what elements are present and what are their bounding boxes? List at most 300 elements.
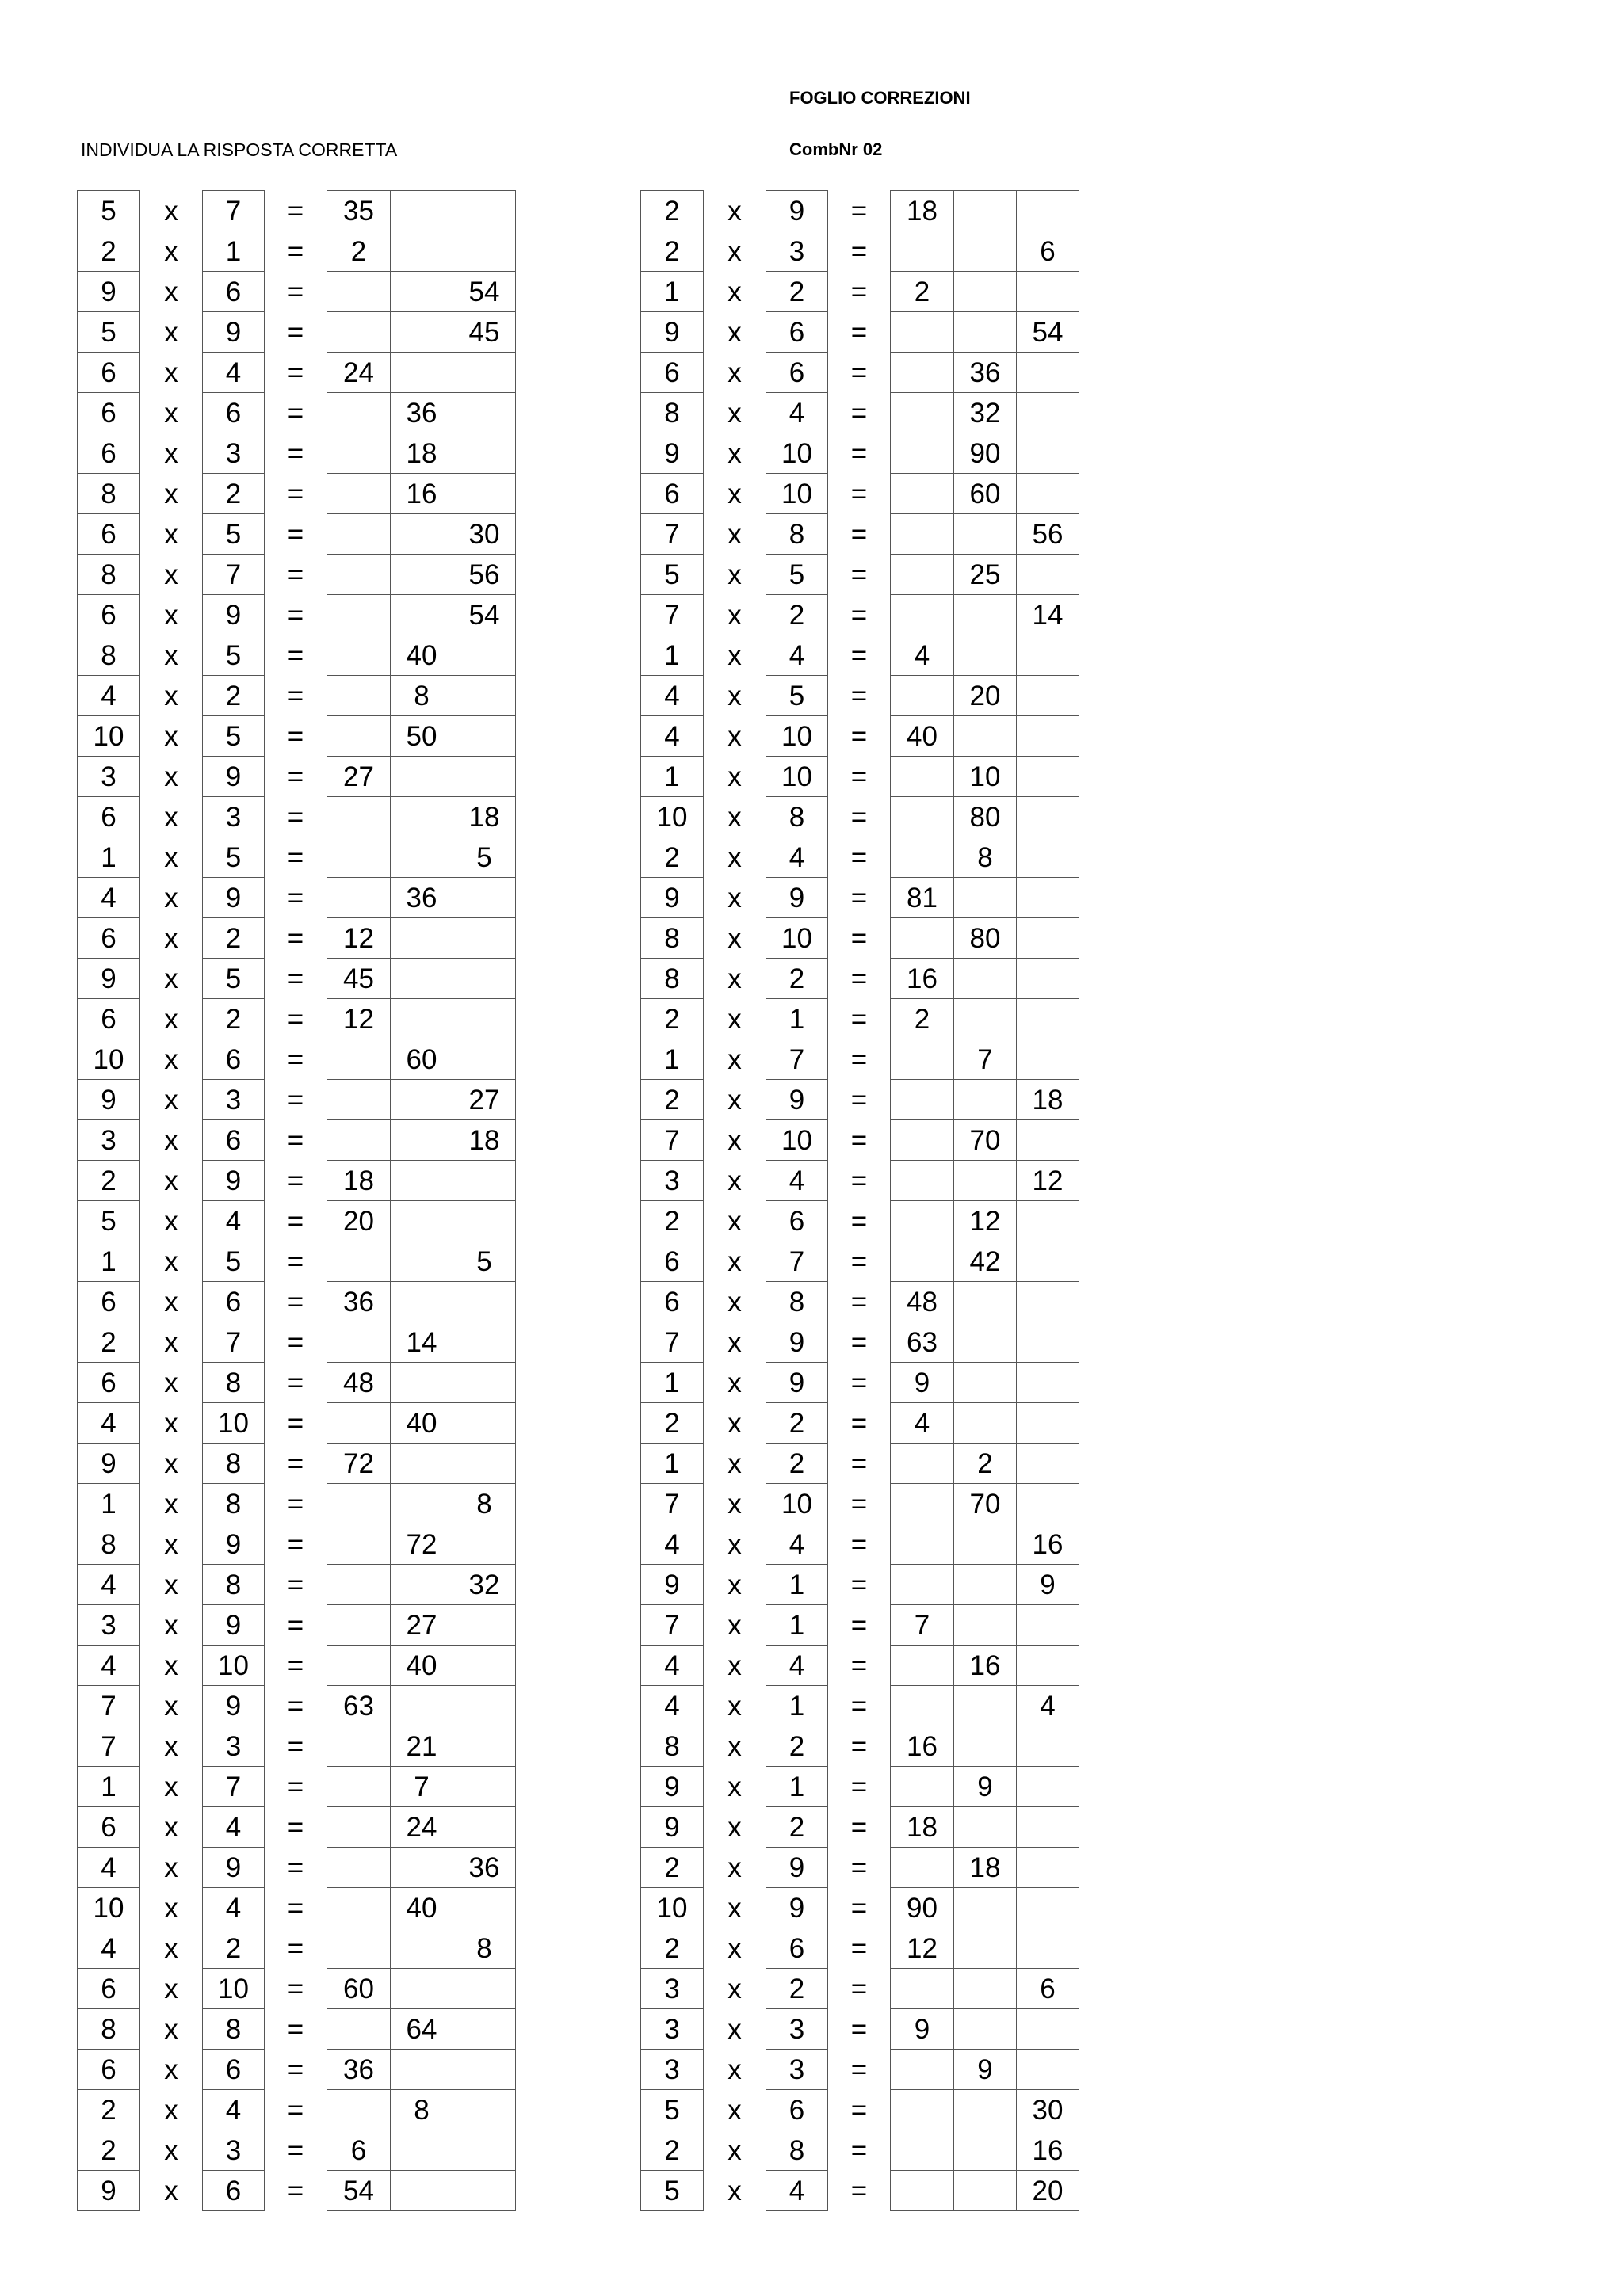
equals-sign: = [287, 963, 304, 994]
answer-cell-2 [954, 2090, 1017, 2130]
exercise-row [641, 1039, 1079, 1080]
answer-cell-2: 12 [954, 1201, 1017, 1241]
times-sign: x [727, 235, 742, 267]
factor-b-cell: 9 [766, 1080, 828, 1120]
answer-cell-2: 25 [954, 555, 1017, 595]
answer-cell-2 [391, 918, 453, 959]
equals-sign: = [287, 841, 304, 873]
answer-cell-3 [453, 474, 516, 514]
times-sign: x [164, 639, 178, 671]
factor-a-cell: 6 [78, 2050, 140, 2090]
exercise-row [641, 1444, 1079, 1484]
factor-a-cell: 5 [78, 191, 140, 231]
factor-b-cell: 6 [766, 353, 828, 393]
times-sign: x [164, 1286, 178, 1318]
equals-sign: = [287, 720, 304, 752]
answer-cell-1 [327, 716, 391, 757]
factor-a-cell: 5 [641, 2171, 704, 2211]
times-sign: x [727, 357, 742, 388]
exercise-row [78, 1807, 516, 1848]
equals-sign: = [850, 720, 868, 752]
equals-sign: = [287, 357, 304, 388]
factor-b-cell: 1 [766, 1767, 828, 1807]
factor-b-cell: 10 [766, 716, 828, 757]
answer-cell-1: 36 [327, 2050, 391, 2090]
factor-b-cell: 10 [766, 1484, 828, 1524]
equals-sign: = [287, 559, 304, 590]
exercise-row [641, 1767, 1079, 1807]
exercise-row [78, 1646, 516, 1686]
answer-cell-1 [891, 1161, 954, 1201]
exercise-row [78, 1767, 516, 1807]
times-sign: x [164, 882, 178, 913]
times-sign: x [164, 761, 178, 792]
factor-a-cell: 2 [641, 999, 704, 1039]
factor-a-cell: 2 [641, 231, 704, 272]
factor-a-cell: 9 [78, 272, 140, 312]
times-sign: x [727, 2175, 742, 2206]
factor-a-cell: 5 [641, 555, 704, 595]
factor-a-cell: 6 [78, 393, 140, 433]
answer-cell-2 [954, 1969, 1017, 2009]
answer-cell-1 [891, 353, 954, 393]
answer-cell-2 [391, 1161, 453, 1201]
exercise-row [78, 635, 516, 676]
exercise-row [78, 1686, 516, 1726]
answer-cell-1 [891, 837, 954, 878]
exercise-row [641, 918, 1079, 959]
answer-cell-2: 8 [391, 676, 453, 716]
times-sign: x [164, 2175, 178, 2206]
factor-a-cell: 7 [641, 1120, 704, 1161]
answer-cell-1 [327, 1807, 391, 1848]
answer-cell-2 [391, 837, 453, 878]
equals-sign: = [850, 1447, 868, 1479]
answer-cell-1 [327, 2090, 391, 2130]
answer-cell-3 [1017, 1363, 1079, 1403]
exercise-row [78, 2090, 516, 2130]
answer-cell-3 [453, 1282, 516, 1322]
times-sign: x [727, 2094, 742, 2126]
answer-cell-3: 30 [453, 514, 516, 555]
factor-b-cell: 6 [203, 272, 265, 312]
answer-cell-2 [391, 555, 453, 595]
answer-cell-2 [391, 272, 453, 312]
factor-b-cell: 9 [766, 1848, 828, 1888]
exercise-row [641, 2009, 1079, 2050]
answer-cell-3 [1017, 2009, 1079, 2050]
factor-a-cell: 3 [78, 1605, 140, 1646]
answer-cell-3: 36 [453, 1848, 516, 1888]
equals-sign: = [850, 1852, 868, 1883]
answer-cell-3 [453, 1686, 516, 1726]
equals-sign: = [287, 397, 304, 429]
equals-sign: = [287, 761, 304, 792]
answer-cell-2 [391, 797, 453, 837]
answer-cell-1 [327, 1726, 391, 1767]
times-sign: x [164, 963, 178, 994]
times-sign: x [164, 1367, 178, 1398]
factor-b-cell: 3 [766, 231, 828, 272]
factor-b-cell: 8 [203, 1444, 265, 1484]
answer-cell-1 [891, 1646, 954, 1686]
factor-b-cell: 7 [766, 1039, 828, 1080]
exercise-row [641, 837, 1079, 878]
times-sign: x [727, 2013, 742, 2045]
equals-sign: = [850, 1730, 868, 1762]
factor-a-cell: 7 [78, 1686, 140, 1726]
factor-a-cell: 5 [641, 2090, 704, 2130]
factor-b-cell: 2 [203, 918, 265, 959]
answer-cell-2 [391, 1363, 453, 1403]
answer-cell-2 [954, 231, 1017, 272]
answer-cell-3 [453, 191, 516, 231]
answer-cell-2: 60 [954, 474, 1017, 514]
exercise-row [641, 1484, 1079, 1524]
answer-cell-1 [327, 1767, 391, 1807]
equals-sign: = [287, 801, 304, 833]
factor-a-cell: 8 [641, 1726, 704, 1767]
equals-sign: = [850, 195, 868, 227]
equals-sign: = [850, 1326, 868, 1358]
answer-cell-3 [453, 1444, 516, 1484]
equals-sign: = [850, 1084, 868, 1116]
times-sign: x [727, 1932, 742, 1964]
answer-cell-1 [891, 1039, 954, 1080]
factor-b-cell: 4 [203, 1201, 265, 1241]
answer-cell-3 [1017, 1928, 1079, 1969]
factor-b-cell: 2 [766, 1807, 828, 1848]
answer-cell-1 [327, 474, 391, 514]
factor-b-cell: 4 [766, 1524, 828, 1565]
answer-cell-2 [954, 999, 1017, 1039]
answer-cell-1 [891, 595, 954, 635]
answer-cell-3 [1017, 1848, 1079, 1888]
equals-sign: = [850, 1488, 868, 1520]
times-sign: x [727, 1811, 742, 1843]
times-sign: x [164, 1124, 178, 1156]
factor-b-cell: 4 [766, 2171, 828, 2211]
factor-b-cell: 9 [203, 595, 265, 635]
times-sign: x [727, 478, 742, 509]
answer-cell-3 [453, 2050, 516, 2090]
exercise-row [641, 1928, 1079, 1969]
times-sign: x [727, 437, 742, 469]
answer-cell-1 [327, 837, 391, 878]
factor-b-cell: 2 [766, 1403, 828, 1444]
exercise-row [641, 312, 1079, 353]
equals-sign: = [287, 1043, 304, 1075]
times-sign: x [164, 599, 178, 631]
factor-a-cell: 7 [641, 514, 704, 555]
factor-a-cell: 9 [641, 312, 704, 353]
answer-cell-1 [327, 1928, 391, 1969]
answer-cell-3: 16 [1017, 1524, 1079, 1565]
factor-b-cell: 5 [203, 837, 265, 878]
factor-b-cell: 2 [766, 272, 828, 312]
answer-cell-2: 36 [391, 878, 453, 918]
factor-b-cell: 7 [203, 555, 265, 595]
exercise-row [641, 231, 1079, 272]
equals-sign: = [287, 1286, 304, 1318]
factor-b-cell: 1 [766, 1605, 828, 1646]
exercise-row [641, 716, 1079, 757]
answer-cell-1 [327, 312, 391, 353]
answer-cell-2 [391, 959, 453, 999]
times-sign: x [727, 1690, 742, 1722]
factor-a-cell: 2 [78, 231, 140, 272]
times-sign: x [727, 2134, 742, 2166]
answer-cell-3 [1017, 555, 1079, 595]
answer-cell-1: 20 [327, 1201, 391, 1241]
answer-cell-3 [1017, 1039, 1079, 1080]
answer-cell-3 [453, 1605, 516, 1646]
equals-sign: = [850, 2134, 868, 2166]
equals-sign: = [850, 963, 868, 994]
answer-cell-2 [391, 1201, 453, 1241]
factor-a-cell: 9 [78, 2171, 140, 2211]
answer-cell-3 [453, 1807, 516, 1848]
answer-cell-2 [391, 191, 453, 231]
factor-b-cell: 7 [203, 191, 265, 231]
answer-cell-1 [891, 1969, 954, 2009]
exercise-row [78, 514, 516, 555]
answer-cell-1 [327, 1565, 391, 1605]
factor-a-cell: 3 [78, 757, 140, 797]
exercise-row [641, 1282, 1079, 1322]
answer-cell-1: 90 [891, 1888, 954, 1928]
times-sign: x [727, 1084, 742, 1116]
factor-a-cell: 5 [78, 312, 140, 353]
factor-b-cell: 8 [766, 2130, 828, 2171]
factor-b-cell: 9 [766, 1322, 828, 1363]
answer-cell-1 [891, 474, 954, 514]
factor-b-cell: 9 [766, 191, 828, 231]
answer-cell-3 [453, 999, 516, 1039]
answer-cell-2: 7 [391, 1767, 453, 1807]
factor-a-cell: 1 [641, 272, 704, 312]
factor-a-cell: 3 [641, 2050, 704, 2090]
equals-sign: = [287, 1771, 304, 1802]
exercise-row [78, 1403, 516, 1444]
factor-b-cell: 5 [766, 555, 828, 595]
factor-a-cell: 5 [78, 1201, 140, 1241]
exercise-row [78, 433, 516, 474]
times-sign: x [727, 1569, 742, 1600]
answer-cell-2: 40 [391, 1403, 453, 1444]
factor-b-cell: 9 [203, 878, 265, 918]
answer-cell-3 [1017, 918, 1079, 959]
answer-cell-2: 70 [954, 1120, 1017, 1161]
factor-a-cell: 7 [641, 1322, 704, 1363]
exercise-row [641, 1605, 1079, 1646]
answer-cell-2 [391, 1241, 453, 1282]
answer-cell-1: 63 [891, 1322, 954, 1363]
answer-cell-2 [391, 312, 453, 353]
factor-a-cell: 6 [78, 999, 140, 1039]
exercise-row [78, 2009, 516, 2050]
exercise-row [78, 959, 516, 999]
answer-cell-1 [891, 918, 954, 959]
answer-cell-3 [1017, 837, 1079, 878]
answer-cell-1: 9 [891, 2009, 954, 2050]
factor-a-cell: 4 [78, 878, 140, 918]
times-sign: x [164, 1245, 178, 1277]
times-sign: x [164, 1003, 178, 1035]
exercise-row [78, 2050, 516, 2090]
exercise-row [641, 595, 1079, 635]
answer-cell-1 [327, 878, 391, 918]
answer-cell-2 [954, 1888, 1017, 1928]
equals-sign: = [287, 2175, 304, 2206]
factor-b-cell: 6 [203, 393, 265, 433]
equals-sign: = [287, 1205, 304, 1237]
factor-b-cell: 6 [203, 1282, 265, 1322]
factor-a-cell: 10 [78, 716, 140, 757]
factor-a-cell: 9 [78, 959, 140, 999]
factor-b-cell: 8 [766, 1282, 828, 1322]
exercise-row [641, 1888, 1079, 1928]
answer-cell-3 [1017, 1767, 1079, 1807]
answer-cell-3 [453, 1201, 516, 1241]
exercise-row [641, 878, 1079, 918]
answer-cell-3 [453, 1524, 516, 1565]
answer-cell-3 [453, 716, 516, 757]
factor-a-cell: 10 [78, 1039, 140, 1080]
factor-b-cell: 6 [203, 2171, 265, 2211]
answer-cell-1: 45 [327, 959, 391, 999]
exercise-row [78, 676, 516, 716]
factor-b-cell: 4 [766, 1646, 828, 1686]
answer-cell-1 [891, 1241, 954, 1282]
answer-cell-1 [327, 2009, 391, 2050]
factor-a-cell: 10 [78, 1888, 140, 1928]
factor-b-cell: 2 [203, 1928, 265, 1969]
answer-cell-3: 5 [453, 1241, 516, 1282]
factor-b-cell: 9 [203, 1161, 265, 1201]
factor-a-cell: 9 [78, 1080, 140, 1120]
exercise-row [78, 2130, 516, 2171]
factor-a-cell: 9 [641, 878, 704, 918]
equals-sign: = [850, 357, 868, 388]
answer-cell-1 [327, 514, 391, 555]
factor-a-cell: 3 [78, 1120, 140, 1161]
times-sign: x [727, 882, 742, 913]
times-sign: x [164, 2054, 178, 2085]
answer-cell-1 [327, 1605, 391, 1646]
answer-cell-2 [391, 1848, 453, 1888]
times-sign: x [164, 478, 178, 509]
answer-cell-2 [954, 1928, 1017, 1969]
answer-cell-3 [1017, 1726, 1079, 1767]
exercise-row [641, 1120, 1079, 1161]
equals-sign: = [850, 922, 868, 954]
times-sign: x [164, 1447, 178, 1479]
factor-a-cell: 4 [641, 1646, 704, 1686]
answer-cell-1 [891, 1686, 954, 1726]
exercise-row [78, 1161, 516, 1201]
factor-a-cell: 4 [78, 1928, 140, 1969]
equals-sign: = [850, 2054, 868, 2085]
factor-b-cell: 9 [203, 312, 265, 353]
answer-cell-1 [327, 595, 391, 635]
times-sign: x [727, 1973, 742, 2004]
answer-cell-2: 18 [954, 1848, 1017, 1888]
answer-cell-1 [891, 231, 954, 272]
factor-b-cell: 5 [203, 635, 265, 676]
exercise-row [78, 797, 516, 837]
answer-cell-2 [954, 1080, 1017, 1120]
answer-cell-1 [891, 797, 954, 837]
answer-cell-1: 2 [891, 272, 954, 312]
times-sign: x [727, 397, 742, 429]
times-sign: x [727, 1407, 742, 1439]
equals-sign: = [850, 1771, 868, 1802]
equals-sign: = [850, 276, 868, 307]
answer-cell-3: 14 [1017, 595, 1079, 635]
times-sign: x [164, 2094, 178, 2126]
factor-a-cell: 6 [78, 1969, 140, 2009]
times-sign: x [164, 1488, 178, 1520]
times-sign: x [727, 316, 742, 348]
answer-cell-2 [954, 272, 1017, 312]
answer-cell-3 [453, 757, 516, 797]
exercise-row [78, 757, 516, 797]
factor-a-cell: 2 [641, 1848, 704, 1888]
factor-b-cell: 3 [766, 2050, 828, 2090]
answer-cell-2 [391, 1120, 453, 1161]
exercise-row [641, 1080, 1079, 1120]
times-sign: x [727, 1124, 742, 1156]
factor-a-cell: 8 [641, 918, 704, 959]
answer-cell-1 [891, 1524, 954, 1565]
answer-cell-3: 20 [1017, 2171, 1079, 2211]
equals-sign: = [287, 1003, 304, 1035]
answer-cell-3 [1017, 635, 1079, 676]
exercise-row [641, 353, 1079, 393]
times-sign: x [727, 1609, 742, 1641]
factor-b-cell: 7 [766, 1241, 828, 1282]
exercise-row [78, 1444, 516, 1484]
exercise-row [78, 716, 516, 757]
exercise-row [78, 1080, 516, 1120]
answer-cell-3 [1017, 1646, 1079, 1686]
answer-cell-3: 9 [1017, 1565, 1079, 1605]
factor-a-cell: 10 [641, 1888, 704, 1928]
answer-cell-3 [1017, 1605, 1079, 1646]
equals-sign: = [287, 680, 304, 711]
answer-cell-2 [954, 878, 1017, 918]
exercise-row [78, 312, 516, 353]
factor-a-cell: 2 [641, 191, 704, 231]
equals-sign: = [287, 1811, 304, 1843]
answer-cell-3 [1017, 878, 1079, 918]
answer-cell-3 [453, 959, 516, 999]
factor-a-cell: 2 [641, 837, 704, 878]
equals-sign: = [287, 1407, 304, 1439]
answer-cell-2 [391, 2171, 453, 2211]
times-sign: x [727, 518, 742, 550]
factor-a-cell: 9 [641, 1807, 704, 1848]
answer-cell-2 [391, 595, 453, 635]
answer-cell-1 [891, 2050, 954, 2090]
answer-cell-2: 64 [391, 2009, 453, 2050]
exercise-row [641, 514, 1079, 555]
equals-sign: = [850, 1650, 868, 1681]
factor-b-cell: 6 [766, 1928, 828, 1969]
times-sign: x [164, 1892, 178, 1924]
exercise-row [78, 474, 516, 514]
